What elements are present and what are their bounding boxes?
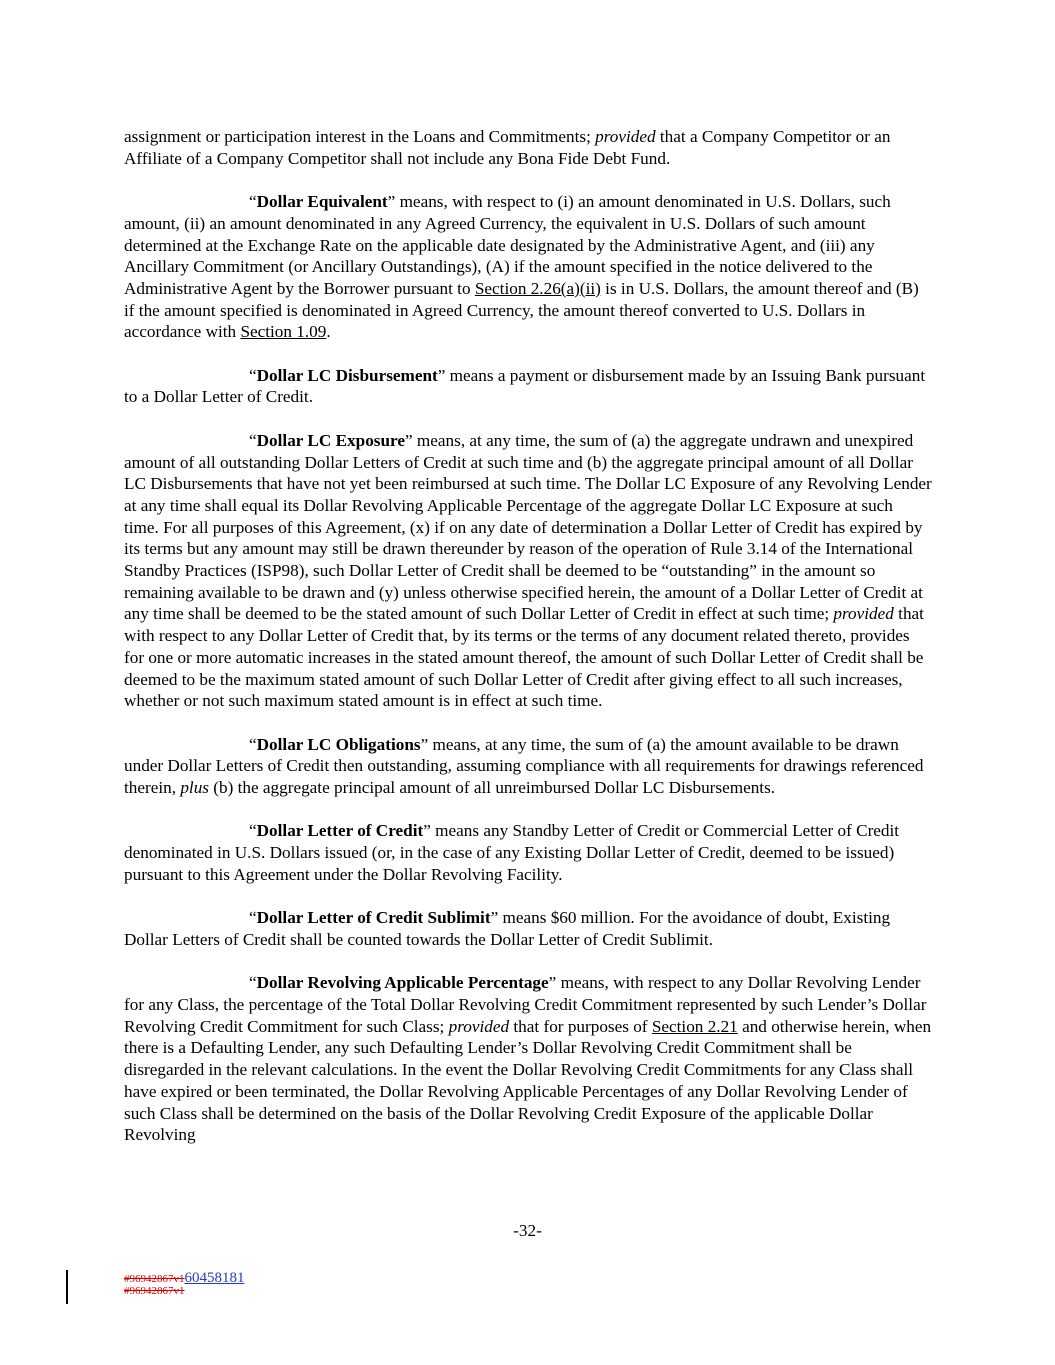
text-run: ” means, with respect to (i) an amount denominated in U.S. Dollars, such amount, (ii) an amount denominated in any Agreed Currency, the equivalent in U.S. Dollars of such amount determined at the Exchange Rate on the applicable date designated by the Administrative Agent, and (iii) any Ancillary Commitment (or Ancillary Outstandings), (A) if the amount specified in the notice delivered to the Administrative Agent by the Borrower pursuant to xyxy=(124,192,891,298)
paragraph xyxy=(124,365,932,408)
text-run: “ xyxy=(249,908,257,928)
defined-term: Dollar LC Obligations xyxy=(256,734,421,754)
defined-term: Dollar Letter of Credit Sublimit xyxy=(256,908,491,928)
text-run: “ xyxy=(249,973,257,993)
inserted-document-id: 60458181 xyxy=(184,1270,245,1286)
deleted-document-id: #96942867v1 xyxy=(124,1273,185,1285)
italic-text: plus xyxy=(180,778,209,798)
text-run: (b) the aggregate principal amount of all unreimbursed Dollar LC Disbursements. xyxy=(208,778,776,798)
text-run: ” means, with respect to any Dollar Revolving Lender for any Class, the percentage of the Total Dollar Revolving Credit Commitment represented by such Lender’s Dollar Revolving Credit Commitment for such Class; xyxy=(124,973,927,1036)
defined-term: Dollar Equivalent xyxy=(256,192,388,212)
defined-term: Dollar LC Disbursement xyxy=(256,365,438,385)
paragraph xyxy=(124,191,932,343)
section-reference: Section 1.09 xyxy=(240,322,327,342)
italic-text: provided xyxy=(448,1016,510,1036)
section-reference: Section 2.26(a)(ii) xyxy=(474,278,601,298)
defined-term: Dollar Revolving Applicable Percentage xyxy=(256,973,549,993)
text-run: ” means, at any time, the sum of (a) the amount available to be drawn under Dollar Letters of Credit then outstanding, assuming compliance with all requirements for drawings referenced therein, xyxy=(124,734,924,798)
italic-text: provided xyxy=(833,604,894,624)
text-run: . xyxy=(326,322,331,342)
text-run: that for purposes of xyxy=(509,1016,652,1036)
text-run: ” means $60 million. For the avoidance of doubt, Existing Dollar Letters of Credit shall be counted towards the Dollar Letter of Credit Sublimit. xyxy=(124,908,891,949)
paragraph xyxy=(124,972,932,1146)
paragraph xyxy=(124,126,932,169)
text-run: that a Company Competitor or an Affiliate of a Company Competitor shall not include any Bona Fide Debt Fund. xyxy=(124,127,891,168)
text-run: “ xyxy=(249,821,257,841)
text-run: assignment or participation interest in the Loans and Commitments; xyxy=(124,127,596,146)
text-run: ” means, at any time, the sum of (a) the aggregate undrawn and unexpired amount of all outstanding Dollar Letters of Credit at such time and (b) the aggregate principal amount of all Dollar LC Disbursements that have not yet been reimbursed at such time. The Dollar LC Exposure of any Revolving Lender at any time shall equal its Dollar Revolving Applicable Percentage of the aggregate Dollar LC Exposure at such time. For all purposes of this Agreement, (x) if on any date of determination a Dollar Letter of Credit has expired by its terms but any amount may still be drawn thereunder by reason of the operation of Rule 3.14 of the International Standby Practices (ISP98), such Dollar Letter of Credit shall be deemed to be “outstanding” in the amount so remaining available to be drawn and (y) unless otherwise specified herein, the amount of a Dollar Letter of Credit at any time shall be deemed to be the stated amount of such Dollar Letter of Credit in effect at such time; xyxy=(124,430,932,624)
document-id-footer xyxy=(124,1272,245,1297)
italic-text: provided xyxy=(595,127,656,146)
paragraph xyxy=(124,907,932,950)
text-run: and otherwise herein, when there is a Defaulting Lender, any such Defaulting Lender’s Dollar Revolving Credit Commitment shall be disregarded in the relevant calculations. In the event the Dollar Revolving Credit Commitments for any Class shall have expired or been terminated, the Dollar Revolving Applicable Percentages of any Dollar Revolving Lender of such Class shall be determined on the basis of the Dollar Revolving Credit Exposure of the applicable Dollar Revolving xyxy=(124,1016,932,1145)
defined-term: Dollar Letter of Credit xyxy=(256,821,424,841)
deleted-document-id: #96942867v1 xyxy=(124,1285,185,1297)
section-reference: Section 2.21 xyxy=(651,1016,738,1036)
change-bar xyxy=(66,1270,68,1304)
text-run: “ xyxy=(249,192,257,212)
document-body xyxy=(124,126,932,1168)
text-run: “ xyxy=(249,430,257,450)
text-run: is in U.S. Dollars, the amount thereof and (B) if the amount specified is denominated in Agreed Currency, the amount thereof converted to U.S. Dollars in accordance with xyxy=(124,278,919,342)
text-run: “ xyxy=(249,365,257,385)
paragraph xyxy=(124,734,932,799)
defined-term: Dollar LC Exposure xyxy=(256,430,405,450)
text-run: ” means any Standby Letter of Credit or Commercial Letter of Credit denominated in U.S. Dollars issued (or, in the case of any Existing Dollar Letter of Credit, deemed to be issued) pursuant to this Agreement under the Dollar Revolving Facility. xyxy=(124,821,900,884)
page-number: -32- xyxy=(513,1221,542,1240)
text-run: “ xyxy=(249,734,257,754)
paragraph xyxy=(124,430,932,712)
text-run: ” means a payment or disbursement made by an Issuing Bank pursuant to a Dollar Letter of Credit. xyxy=(124,365,926,407)
text-run: that with respect to any Dollar Letter of Credit that, by its terms or the terms of any document related thereto, provides for one or more automatic increases in the stated amount thereof, the amount of such Dollar Letter of Credit shall be deemed to be the maximum stated amount of such Dollar Letter of Credit after giving effect to all such increases, whether or not such maximum stated amount is in effect at such time. xyxy=(124,604,924,711)
paragraph xyxy=(124,820,932,885)
